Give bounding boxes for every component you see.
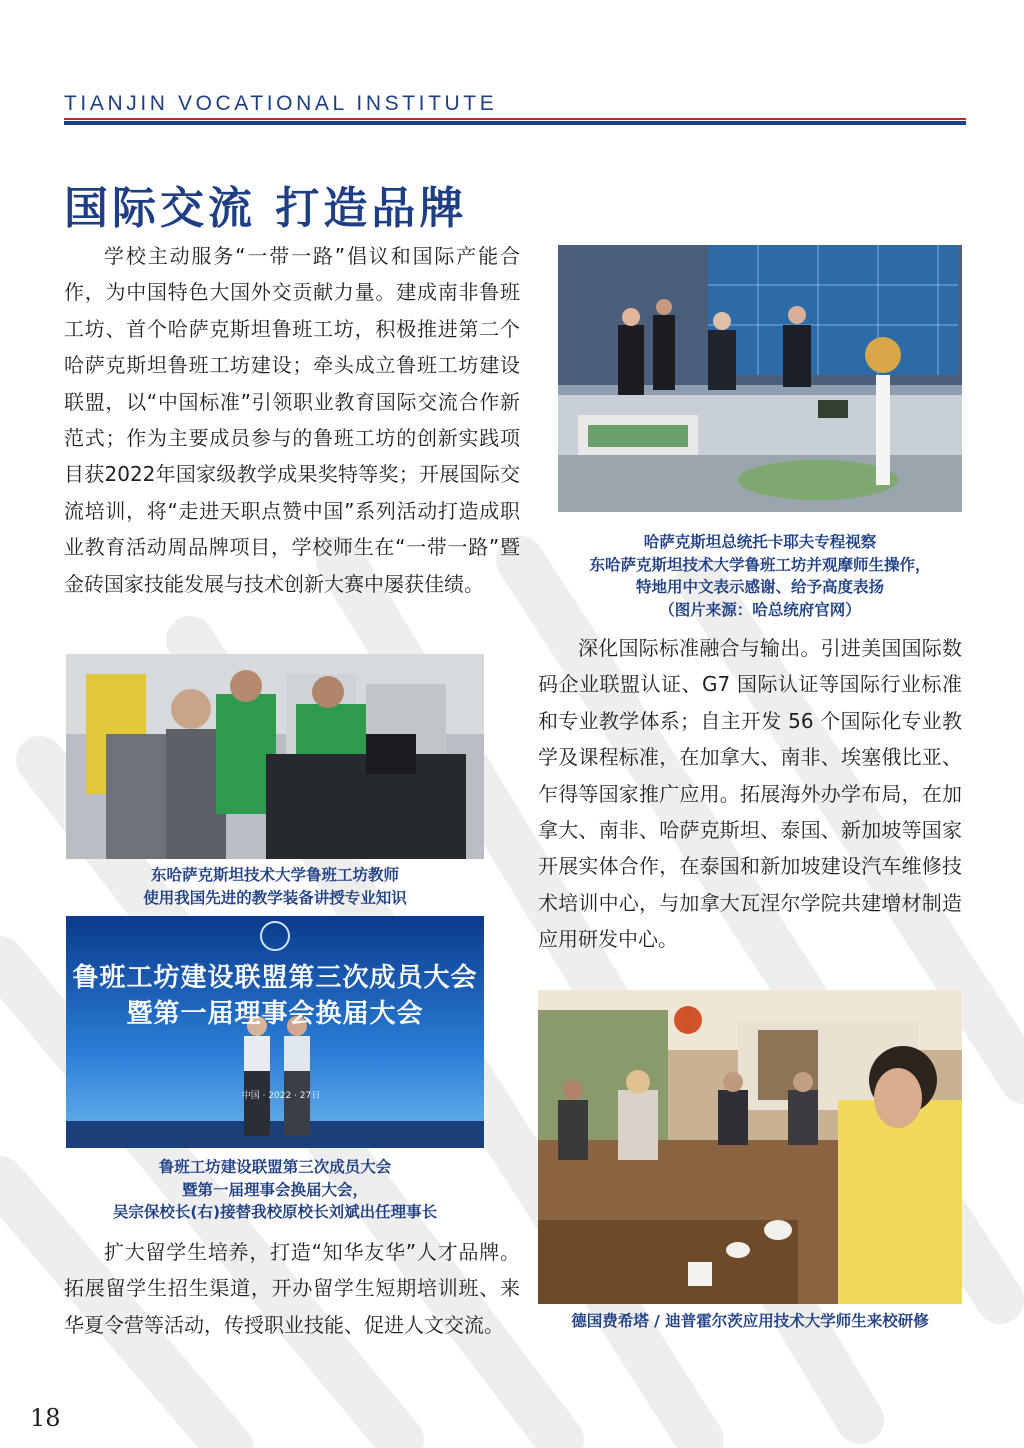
caption-line: 使用我国先进的教学装备讲授专业知识 bbox=[143, 888, 407, 907]
conference-banner bbox=[66, 960, 484, 1032]
caption-line: 吴宗保校长(右)接替我校原校长刘斌出任理事长 bbox=[112, 1203, 438, 1221]
caption-line: 东哈萨克斯坦技术大学鲁班工坊并观摩师生操作， bbox=[589, 555, 931, 574]
section-title: 国际交流 打造品牌 bbox=[64, 183, 468, 234]
photo-teacher-workshop bbox=[66, 654, 484, 859]
caption-line: （图片来源：哈总统府官网） bbox=[659, 600, 861, 619]
caption-tea-class bbox=[538, 1310, 962, 1333]
intro-paragraph-block bbox=[64, 238, 520, 602]
standards-paragraph: 深化国际标准融合与输出。引进美国国际数码企业联盟认证、G7 国际认证等国际行业标准和专业教学体系；自主开发 56 个国际化专业教学及课程标准，在加拿大、南非、埃塞俄比亚、乍得等国家推广应用。拓展海外办学布局，在加拿大、南非、哈萨克斯坦、泰国、新加坡等国家开展实体合作，在泰国和新加坡建设汽车维修技术培训中心，与加拿大瓦涅尔学院共建增材制造应用研发中心。 bbox=[538, 636, 962, 952]
caption-line: 德国费希塔 / 迪普霍尔茨应用技术大学师生来校研修 bbox=[571, 1312, 929, 1330]
students-paragraph: 扩大留学生培养，打造“知华友华”人才品牌。拓展留学生招生渠道，开办留学生短期培训班、来华夏令营等活动，传授职业技能、促进人文交流。 bbox=[64, 1240, 520, 1337]
header-rule-blue bbox=[64, 121, 966, 125]
caption-line: 特地用中文表示感谢、给予高度表扬 bbox=[635, 578, 884, 596]
students-paragraph-block bbox=[64, 1234, 520, 1343]
banner-line: 暨第一届理事会换届大会 bbox=[126, 999, 424, 1029]
page-number: 18 bbox=[30, 1404, 61, 1432]
caption-line: 暨第一届理事会换届大会， bbox=[181, 1180, 368, 1199]
photo-conference bbox=[66, 916, 484, 1148]
banner-line: 鲁班工坊建设联盟第三次成员大会 bbox=[72, 963, 478, 993]
conference-banner-footer: 中国 · 2022 · 27日 bbox=[241, 1091, 321, 1101]
header-rule-red bbox=[64, 118, 966, 120]
photo-tea-class bbox=[538, 990, 962, 1304]
caption-line: 鲁班工坊建设联盟第三次成员大会 bbox=[158, 1158, 392, 1176]
standards-paragraph-block bbox=[538, 630, 962, 958]
institute-header: TIANJIN VOCATIONAL INSTITUTE bbox=[64, 92, 498, 115]
intro-paragraph: 学校主动服务“一带一路”倡议和国际产能合作，为中国特色大国外交贡献力量。建成南非鲁班工坊、首个哈萨克斯坦鲁班工坊，积极推进第二个哈萨克斯坦鲁班工坊建设；牵头成立鲁班工坊建设联盟，以“中国标准”引领职业教育国际交流合作新范式；作为主要成员参与的鲁班工坊的创新实践项目获2022年国家级教学成果奖特等奖；开展国际交流培训，将“走进天职点赞中国”系列活动打造成职业教育活动周品牌项目，学校师生在“一带一路”暨金砖国家技能发展与技术创新大赛中屡获佳绩。 bbox=[64, 244, 520, 596]
caption-line: 哈萨克斯坦总统托卡耶夫专程视察 bbox=[643, 533, 877, 551]
caption-conference bbox=[66, 1156, 484, 1224]
caption-teacher-workshop bbox=[66, 864, 484, 909]
caption-line: 东哈萨克斯坦技术大学鲁班工坊教师 bbox=[150, 866, 399, 884]
caption-president-visit bbox=[540, 531, 980, 621]
photo-president-visit bbox=[558, 245, 962, 512]
